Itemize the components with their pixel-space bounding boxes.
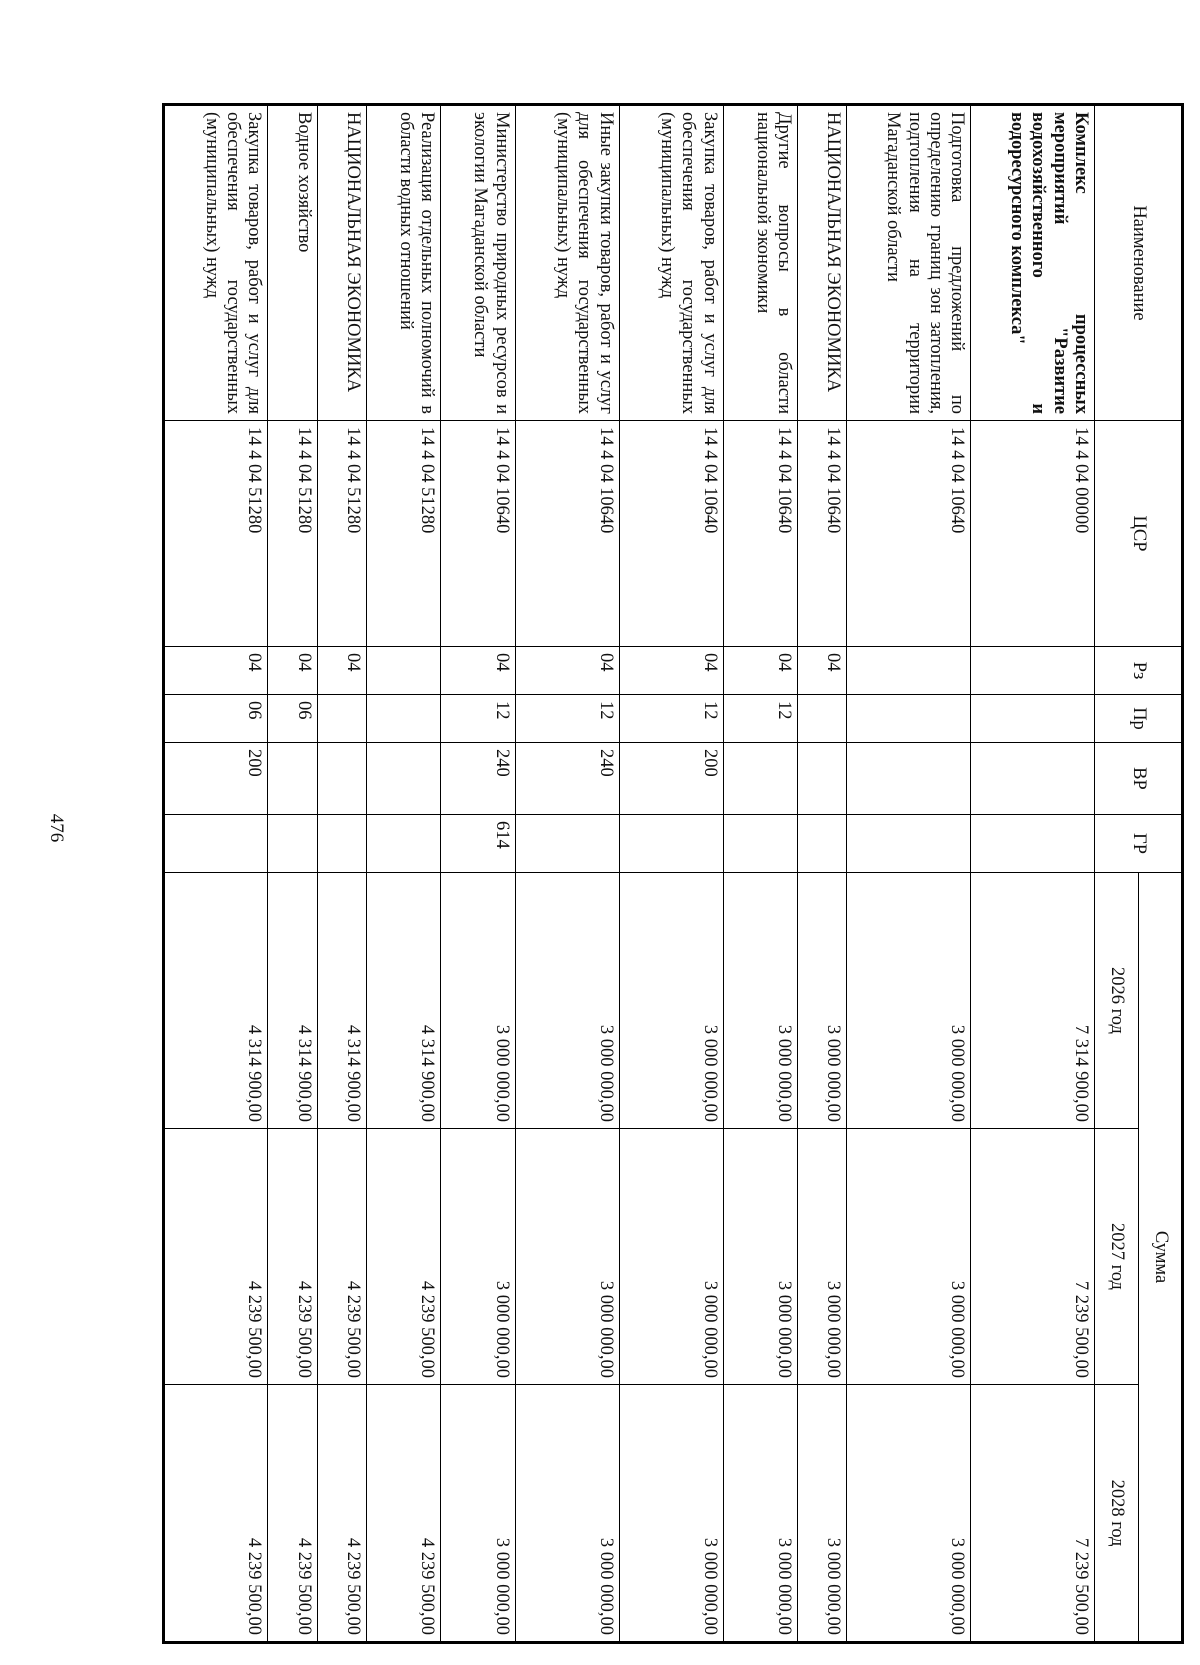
col-header-rz: Рз (1095, 647, 1183, 695)
row-sum-2028: 4 239 500,00 (367, 1385, 441, 1643)
row-sum-2027: 4 239 500,00 (164, 1129, 268, 1385)
row-vr: 200 (619, 743, 723, 815)
table-row (619, 105, 723, 1643)
row-rz: 04 (441, 647, 515, 695)
row-gr (797, 815, 847, 873)
row-sum-2028: 7 239 500,00 (971, 1385, 1095, 1643)
row-csr: 14 4 04 51280 (317, 421, 367, 647)
row-name: Реализация отдельных полномочий в области водных отношений (367, 105, 441, 421)
row-gr (367, 815, 441, 873)
row-sum-2028: 3 000 000,00 (515, 1385, 619, 1643)
row-rz (367, 647, 441, 695)
row-gr: 614 (441, 815, 515, 873)
row-sum-2028: 3 000 000,00 (847, 1385, 971, 1643)
row-csr: 14 4 04 10640 (797, 421, 847, 647)
row-sum-2027: 3 000 000,00 (797, 1129, 847, 1385)
row-vr: 200 (164, 743, 268, 815)
table-row (797, 105, 847, 1643)
row-sum-2026: 3 000 000,00 (797, 873, 847, 1129)
row-csr: 14 4 04 10640 (515, 421, 619, 647)
table-row (367, 105, 441, 1643)
row-name: Закупка товаров, работ и услуг для обеспечения государственных (муниципальных) нужд (619, 105, 723, 421)
row-name: НАЦИОНАЛЬНАЯ ЭКОНОМИКА (797, 105, 847, 421)
row-name: Иные закупки товаров, работ и услуг для обеспечения государственных (муниципальных) нужд (515, 105, 619, 421)
table-row (723, 105, 797, 1643)
row-gr (515, 815, 619, 873)
row-name: Комплекс процессных мероприятий "Развитие водохозяйственного и водоресурсного комплекса" (971, 105, 1095, 421)
row-vr (723, 743, 797, 815)
row-vr (797, 743, 847, 815)
row-csr: 14 4 04 10640 (723, 421, 797, 647)
row-pr: 12 (515, 695, 619, 743)
row-sum-2026: 4 314 900,00 (367, 873, 441, 1129)
row-csr: 14 4 04 51280 (268, 421, 318, 647)
row-vr (847, 743, 971, 815)
row-csr: 14 4 04 10640 (441, 421, 515, 647)
table-row (971, 105, 1095, 1643)
row-rz: 04 (723, 647, 797, 695)
row-csr: 14 4 04 10640 (847, 421, 971, 647)
row-rz: 04 (164, 647, 268, 695)
row-sum-2026: 3 000 000,00 (723, 873, 797, 1129)
row-pr (797, 695, 847, 743)
row-sum-2026: 3 000 000,00 (515, 873, 619, 1129)
row-sum-2027: 4 239 500,00 (367, 1129, 441, 1385)
row-sum-2028: 4 239 500,00 (164, 1385, 268, 1643)
row-pr (317, 695, 367, 743)
row-pr (367, 695, 441, 743)
table-row (441, 105, 515, 1643)
row-rz: 04 (317, 647, 367, 695)
row-sum-2026: 7 314 900,00 (971, 873, 1095, 1129)
row-gr (268, 815, 318, 873)
budget-table (162, 103, 1184, 1644)
row-sum-2026: 4 314 900,00 (317, 873, 367, 1129)
row-pr (971, 695, 1095, 743)
row-gr (164, 815, 268, 873)
row-pr: 12 (723, 695, 797, 743)
row-csr: 14 4 04 51280 (367, 421, 441, 647)
row-vr: 240 (441, 743, 515, 815)
row-sum-2028: 4 239 500,00 (268, 1385, 318, 1643)
row-gr (317, 815, 367, 873)
row-rz: 04 (619, 647, 723, 695)
page-number: 476 (46, 813, 67, 843)
col-header-sum: Сумма (1139, 873, 1183, 1643)
row-sum-2028: 3 000 000,00 (619, 1385, 723, 1643)
row-name: Закупка товаров, работ и услуг для обеспечения государственных (муниципальных) нужд (164, 105, 268, 421)
col-header-2026: 2026 год (1095, 873, 1139, 1129)
row-vr (367, 743, 441, 815)
row-sum-2027: 4 239 500,00 (317, 1129, 367, 1385)
row-sum-2026: 4 314 900,00 (164, 873, 268, 1129)
row-rz: 04 (515, 647, 619, 695)
row-csr: 14 4 04 51280 (164, 421, 268, 647)
table-row (268, 105, 318, 1643)
col-header-2027: 2027 год (1095, 1129, 1139, 1385)
col-header-gr: ГР (1095, 815, 1183, 873)
col-header-2028: 2028 год (1095, 1385, 1139, 1643)
row-sum-2028: 3 000 000,00 (797, 1385, 847, 1643)
row-csr: 14 4 04 10640 (619, 421, 723, 647)
table-row (847, 105, 971, 1643)
row-gr (619, 815, 723, 873)
row-sum-2026: 3 000 000,00 (441, 873, 515, 1129)
row-sum-2028: 3 000 000,00 (441, 1385, 515, 1643)
row-sum-2026: 4 314 900,00 (268, 873, 318, 1129)
row-pr: 06 (268, 695, 318, 743)
row-vr: 240 (515, 743, 619, 815)
row-pr: 06 (164, 695, 268, 743)
col-header-csr: ЦСР (1095, 421, 1183, 647)
col-header-pr: Пр (1095, 695, 1183, 743)
table-row (515, 105, 619, 1643)
table-row (164, 105, 268, 1643)
row-sum-2027: 3 000 000,00 (847, 1129, 971, 1385)
row-sum-2028: 3 000 000,00 (723, 1385, 797, 1643)
row-pr: 12 (619, 695, 723, 743)
row-csr: 14 4 04 00000 (971, 421, 1095, 647)
row-sum-2026: 3 000 000,00 (847, 873, 971, 1129)
row-gr (723, 815, 797, 873)
row-sum-2026: 3 000 000,00 (619, 873, 723, 1129)
row-pr (847, 695, 971, 743)
row-sum-2027: 4 239 500,00 (268, 1129, 318, 1385)
row-pr: 12 (441, 695, 515, 743)
rotated-table-container (162, 103, 1184, 1641)
row-name: НАЦИОНАЛЬНАЯ ЭКОНОМИКА (317, 105, 367, 421)
row-name: Водное хозяйство (268, 105, 318, 421)
row-name: Министерство природных ресурсов и экологии Магаданской области (441, 105, 515, 421)
row-rz (971, 647, 1095, 695)
row-gr (971, 815, 1095, 873)
header-row-top (1139, 105, 1183, 1643)
row-rz: 04 (797, 647, 847, 695)
col-header-name: Наименование (1095, 105, 1183, 421)
col-header-vr: ВР (1095, 743, 1183, 815)
row-vr (317, 743, 367, 815)
row-vr (268, 743, 318, 815)
row-gr (847, 815, 971, 873)
row-rz: 04 (268, 647, 318, 695)
row-sum-2028: 4 239 500,00 (317, 1385, 367, 1643)
row-name: Подготовка предложений по определению границ зон затопления, подтопления на территории Магаданской области (847, 105, 971, 421)
row-name: Другие вопросы в области национальной экономики (723, 105, 797, 421)
row-sum-2027: 3 000 000,00 (723, 1129, 797, 1385)
table-row (317, 105, 367, 1643)
row-sum-2027: 7 239 500,00 (971, 1129, 1095, 1385)
row-sum-2027: 3 000 000,00 (441, 1129, 515, 1385)
row-vr (971, 743, 1095, 815)
row-sum-2027: 3 000 000,00 (515, 1129, 619, 1385)
row-rz (847, 647, 971, 695)
row-sum-2027: 3 000 000,00 (619, 1129, 723, 1385)
